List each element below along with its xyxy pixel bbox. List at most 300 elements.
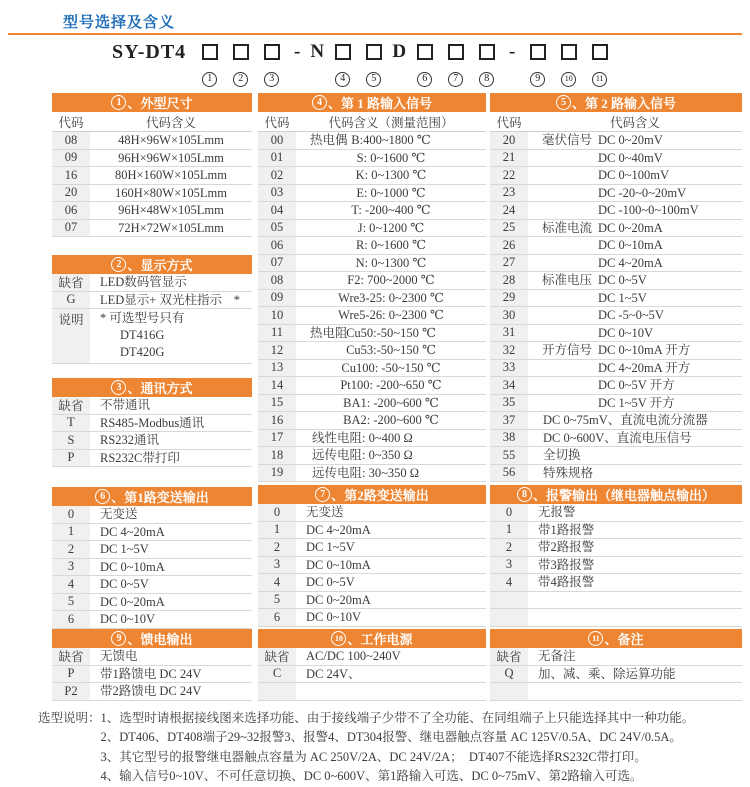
table-row xyxy=(258,132,486,150)
meaning-text: DC 0~5V xyxy=(306,575,355,590)
code-cell: 11 xyxy=(258,325,296,342)
table-row xyxy=(490,465,742,483)
table-row xyxy=(490,307,742,325)
code-cell: 19 xyxy=(258,465,296,482)
meaning-cell xyxy=(296,648,486,664)
code-cell: 4 xyxy=(490,574,528,591)
model-box-slot xyxy=(225,41,256,84)
meaning-text: LED显示+ 双光柱指示 xyxy=(100,292,222,307)
meaning-column-header: 代码含义 xyxy=(145,115,196,130)
meaning-text: 160H×80W×105Lmm xyxy=(114,185,227,200)
meaning-cell xyxy=(296,539,486,555)
meaning-cell xyxy=(296,430,486,446)
code-cell: 28 xyxy=(490,272,528,289)
table-row xyxy=(258,377,486,395)
table-row xyxy=(490,377,742,395)
code-column-header: 代码 xyxy=(496,115,522,130)
meaning-cell xyxy=(528,185,742,201)
table-row xyxy=(490,683,742,701)
meaning-cell xyxy=(528,360,742,376)
code-cell: 说明 xyxy=(52,309,90,363)
meaning-text: 96H×96W×105Lmm xyxy=(118,150,224,165)
meaning-cell xyxy=(528,150,742,166)
meaning-cell xyxy=(296,666,486,682)
meaning-cell xyxy=(296,132,486,148)
section-title: 、外型尺寸 xyxy=(127,96,193,111)
circled-number-1: 1 xyxy=(111,95,126,110)
table-row xyxy=(52,220,252,238)
circled-number-8: 8 xyxy=(479,72,494,87)
table-row xyxy=(52,167,252,185)
code-cell: 16 xyxy=(52,167,90,184)
table-row xyxy=(490,574,742,592)
meaning-text: DC 0~10mA 开方 xyxy=(598,343,691,358)
section-header xyxy=(258,93,486,112)
circled-number-9: 9 xyxy=(530,72,545,87)
code-cell: 08 xyxy=(258,272,296,289)
meaning-cell xyxy=(528,522,742,538)
code-cell: 02 xyxy=(258,167,296,184)
column-header-row xyxy=(52,112,252,132)
code-cell: 10 xyxy=(258,307,296,324)
meaning-text: 无馈电 xyxy=(100,649,138,664)
meaning-cell xyxy=(296,255,486,271)
meaning-text: RS485-Modbus通讯 xyxy=(100,415,205,430)
table-row xyxy=(490,522,742,540)
code-cell: 缺省 xyxy=(52,274,90,291)
meaning-cell xyxy=(90,506,252,522)
meaning-text: DC -5~0~5V xyxy=(598,308,664,323)
table-row xyxy=(258,150,486,168)
table-row xyxy=(490,648,742,666)
circled-number-9: 9 xyxy=(111,631,126,646)
meaning-text: LED数码管显示 xyxy=(100,275,187,290)
table-row xyxy=(490,430,742,448)
group-label: 标准电压 xyxy=(542,273,593,288)
meaning-cell xyxy=(90,397,252,413)
meaning-text: 带1路馈电 DC 24V xyxy=(100,666,202,681)
meaning-line: * 可选型号只有 xyxy=(100,311,185,325)
model-box-slot xyxy=(327,41,358,84)
selection-note-line: 3、其它型号的报警继电器触点容量为 AC 250V/2A、DC 24V/2A； DT407不能选择RS232C带打印。 xyxy=(100,749,647,764)
table-row xyxy=(490,592,742,610)
table-row xyxy=(52,594,252,612)
table-row xyxy=(52,524,252,542)
meaning-cell xyxy=(296,522,486,538)
model-box xyxy=(530,44,546,60)
code-cell: 21 xyxy=(490,150,528,167)
table-row xyxy=(490,255,742,273)
code-cell: 1 xyxy=(490,522,528,539)
meaning-cell xyxy=(90,415,252,431)
meaning-text: 线性电阻: 0~400 Ω xyxy=(312,430,413,445)
meaning-text: DC 0~600V、直流电压信号 xyxy=(543,430,692,445)
model-box-slot xyxy=(409,41,440,84)
table-row xyxy=(52,559,252,577)
meaning-text: DC 0~10mA xyxy=(598,238,663,253)
meaning-cell xyxy=(90,666,252,682)
meaning-text: RS232通讯 xyxy=(100,433,160,448)
meaning-cell xyxy=(296,574,486,590)
table-row xyxy=(490,609,742,627)
section-title: 、第1路变送输出 xyxy=(111,490,209,505)
meaning-cell xyxy=(90,309,252,363)
meaning-cell xyxy=(296,360,486,376)
section-transmit-output2 xyxy=(258,485,486,627)
model-box-slot xyxy=(522,41,553,84)
meaning-text: DC 0~20mV xyxy=(598,133,663,148)
circled-number-5: 5 xyxy=(366,72,381,87)
code-cell: 2 xyxy=(490,539,528,556)
table-row xyxy=(258,272,486,290)
circled-number-2: 2 xyxy=(111,257,126,272)
table-row xyxy=(258,290,486,308)
meaning-cell xyxy=(528,342,742,358)
code-cell: 37 xyxy=(490,412,528,429)
code-cell: 34 xyxy=(490,377,528,394)
meaning-text: DC 4~20mA xyxy=(100,524,165,539)
circled-number-1: 1 xyxy=(202,72,217,87)
code-cell: 30 xyxy=(490,307,528,324)
section-communication xyxy=(52,378,252,467)
table-row xyxy=(490,557,742,575)
model-char-slot xyxy=(287,41,307,84)
meaning-text: DC 0~20mA xyxy=(598,220,663,235)
code-cell: 17 xyxy=(258,430,296,447)
section-header xyxy=(52,378,252,397)
meaning-cell xyxy=(90,541,252,557)
section-title: 、第2路变送输出 xyxy=(331,488,429,503)
section-remarks xyxy=(490,629,742,701)
meaning-cell xyxy=(528,307,742,323)
section-header xyxy=(258,485,486,504)
section-dimensions xyxy=(52,93,252,237)
code-cell: 27 xyxy=(490,255,528,272)
code-cell: 6 xyxy=(52,611,90,628)
meaning-text: DC 0~20mA xyxy=(100,594,165,609)
code-cell: 缺省 xyxy=(258,648,296,665)
meaning-cell xyxy=(528,255,742,271)
code-cell: C xyxy=(258,666,296,683)
meaning-cell xyxy=(528,202,742,218)
meaning-text: DC 0~100mV xyxy=(598,168,670,183)
section-title: 、报警输出（继电器触点输出） xyxy=(532,488,715,503)
table-row xyxy=(490,202,742,220)
meaning-column-header: 代码含义（测量范围） xyxy=(328,115,454,130)
code-cell: 29 xyxy=(490,290,528,307)
meaning-text: 96H×48W×105Lmm xyxy=(118,203,224,218)
meaning-column-header: 代码含义 xyxy=(609,115,660,130)
meaning-text: DC 1~5V xyxy=(306,540,355,555)
code-cell: 20 xyxy=(52,185,90,202)
meaning-text: 带2路馈电 DC 24V xyxy=(100,684,202,699)
section-alarm-output xyxy=(490,485,742,627)
code-column-header: 代码 xyxy=(58,115,84,130)
group-label: 标准电流 xyxy=(542,220,593,235)
code-cell: 31 xyxy=(490,325,528,342)
code-cell: 4 xyxy=(52,576,90,593)
meaning-cell xyxy=(528,167,742,183)
code-cell: 18 xyxy=(258,447,296,464)
circled-number-6: 6 xyxy=(95,489,110,504)
circled-number-3: 3 xyxy=(264,72,279,87)
meaning-text: 80H×160W×105Lmm xyxy=(114,168,227,183)
code-cell: 05 xyxy=(258,220,296,237)
model-code-diagram xyxy=(112,41,615,84)
section-power-supply xyxy=(258,629,486,701)
model-char-slot xyxy=(307,41,327,84)
meaning-text: Wre5-26: 0~2300 ℃ xyxy=(338,308,444,323)
code-cell: 1 xyxy=(258,522,296,539)
meaning-cell xyxy=(296,307,486,323)
meaning-cell xyxy=(90,274,252,290)
table-row xyxy=(258,666,486,684)
code-cell: 35 xyxy=(490,395,528,412)
table-row xyxy=(52,683,252,701)
code-cell: 08 xyxy=(52,132,90,149)
table-row xyxy=(258,574,486,592)
meaning-cell xyxy=(296,395,486,411)
code-cell: 0 xyxy=(52,506,90,523)
model-box xyxy=(264,44,280,60)
code-cell: 3 xyxy=(52,559,90,576)
code-cell: 12 xyxy=(258,342,296,359)
meaning-text: 带1路报警 xyxy=(538,522,595,537)
meaning-text: Wre3-25: 0~2300 ℃ xyxy=(338,290,444,305)
meaning-cell xyxy=(90,450,252,466)
code-cell: 缺省 xyxy=(490,648,528,665)
table-row xyxy=(258,325,486,343)
meaning-cell xyxy=(296,220,486,236)
section-feed-output xyxy=(52,629,252,701)
meaning-cell xyxy=(528,539,742,555)
table-row xyxy=(258,557,486,575)
code-cell: 缺省 xyxy=(52,648,90,665)
model-box-slot xyxy=(440,41,471,84)
code-cell: 2 xyxy=(52,541,90,558)
meaning-cell xyxy=(90,559,252,575)
meaning-cell xyxy=(528,666,742,682)
table-row xyxy=(258,465,486,483)
code-cell: P xyxy=(52,450,90,467)
meaning-text: DC 1~5V 开方 xyxy=(598,395,675,410)
page-title: 型号选择及含义 xyxy=(63,15,176,31)
code-cell: 09 xyxy=(258,290,296,307)
table-row xyxy=(258,522,486,540)
meaning-cell xyxy=(296,150,486,166)
meaning-cell xyxy=(90,132,252,148)
code-cell: 13 xyxy=(258,360,296,377)
code-cell xyxy=(490,592,528,609)
meaning-text: DC 0~10V xyxy=(100,612,156,627)
table-row xyxy=(490,412,742,430)
meaning-text: DC -100~0~100mV xyxy=(598,203,699,218)
meaning-cell xyxy=(90,594,252,610)
model-box-slot xyxy=(256,41,287,84)
meaning-text: 加、减、乘、除运算功能 xyxy=(538,666,676,681)
model-box-slot xyxy=(358,41,389,84)
meaning-text: RS232C带打印 xyxy=(100,450,180,465)
meaning-text: DC 0~75mV、直流电流分流器 xyxy=(543,413,708,428)
meaning-text: BA1: -200~600 ℃ xyxy=(343,395,439,410)
meaning-cell xyxy=(296,325,486,341)
table-row xyxy=(490,237,742,255)
code-cell: 09 xyxy=(52,150,90,167)
section-header xyxy=(52,487,252,506)
table-row xyxy=(490,167,742,185)
column-header-row xyxy=(490,112,742,132)
meaning-text: DC 1~5V xyxy=(100,542,149,557)
meaning-text: F2: 700~2000 ℃ xyxy=(347,273,435,288)
section-title: 、通讯方式 xyxy=(127,381,193,396)
group-label: 热电偶 xyxy=(310,133,348,148)
meaning-text: R: 0~1600 ℃ xyxy=(355,238,427,253)
section-header xyxy=(258,629,486,648)
meaning-text: DC 24V、 xyxy=(306,666,361,681)
meaning-text: N: 0~1300 ℃ xyxy=(355,255,427,270)
circled-number-7: 7 xyxy=(448,72,463,87)
table-row xyxy=(490,395,742,413)
code-cell: 2 xyxy=(258,539,296,556)
table-row xyxy=(490,539,742,557)
meaning-text: DC 0~10mA xyxy=(100,559,165,574)
meaning-text: DC 0~10V xyxy=(598,325,654,340)
meaning-cell xyxy=(296,342,486,358)
code-cell: 5 xyxy=(258,592,296,609)
table-row xyxy=(258,648,486,666)
meaning-cell xyxy=(528,557,742,573)
model-box xyxy=(233,44,249,60)
meaning-cell xyxy=(528,377,742,393)
meaning-cell xyxy=(90,432,252,448)
table-row xyxy=(258,307,486,325)
section-title: 、备注 xyxy=(604,632,644,647)
table-row xyxy=(52,397,252,415)
code-cell: Q xyxy=(490,666,528,683)
table-row xyxy=(490,504,742,522)
meaning-cell xyxy=(528,574,742,590)
section-header xyxy=(490,93,742,112)
table-row xyxy=(52,541,252,559)
section-header xyxy=(490,485,742,504)
table-row xyxy=(258,592,486,610)
meaning-text: 无变送 xyxy=(100,507,138,522)
table-row xyxy=(258,430,486,448)
table-row xyxy=(52,506,252,524)
table-row xyxy=(490,132,742,150)
code-cell: 03 xyxy=(258,185,296,202)
code-cell: 04 xyxy=(258,202,296,219)
meaning-text: K: 0~1300 ℃ xyxy=(355,168,427,183)
circled-number-10: 10 xyxy=(561,72,576,87)
meaning-cell xyxy=(528,465,742,481)
model-box xyxy=(202,44,218,60)
section-display-mode xyxy=(52,255,252,364)
table-row xyxy=(52,292,252,310)
group-label: 热电阻 xyxy=(310,325,348,340)
table-row xyxy=(52,648,252,666)
selection-notes xyxy=(38,709,744,787)
model-box xyxy=(366,44,382,60)
meaning-cell xyxy=(296,202,486,218)
meaning-text: E: 0~1000 ℃ xyxy=(356,185,426,200)
circled-number-11: 11 xyxy=(592,72,607,87)
meaning-text: 不带通讯 xyxy=(100,398,151,413)
meaning-text: J: 0~1200 ℃ xyxy=(357,220,425,235)
table-row xyxy=(258,220,486,238)
section-transmit-output1 xyxy=(52,487,252,629)
meaning-cell xyxy=(296,447,486,463)
code-cell: 01 xyxy=(258,150,296,167)
code-cell: 1 xyxy=(52,524,90,541)
table-row xyxy=(52,150,252,168)
code-cell: G xyxy=(52,292,90,309)
meaning-cell xyxy=(296,272,486,288)
meaning-cell xyxy=(528,220,742,236)
table-row xyxy=(258,683,486,701)
meaning-cell xyxy=(528,237,742,253)
meaning-cell xyxy=(90,167,252,183)
table-row xyxy=(258,342,486,360)
section-title: 、馈电输出 xyxy=(127,632,193,647)
meaning-text: DC 4~20mA xyxy=(598,255,663,270)
model-char-slot xyxy=(389,41,409,84)
column-header-row xyxy=(258,112,486,132)
model-box xyxy=(417,44,433,60)
model-box xyxy=(561,44,577,60)
section-title: 、第 1 路输入信号 xyxy=(327,96,432,111)
meaning-cell xyxy=(90,648,252,664)
model-box xyxy=(448,44,464,60)
meaning-line: DT416G xyxy=(120,328,165,342)
table-row xyxy=(490,360,742,378)
model-box-slot xyxy=(584,41,615,84)
code-cell: 6 xyxy=(258,609,296,626)
table-row xyxy=(258,539,486,557)
meaning-cell xyxy=(90,202,252,218)
section-input2 xyxy=(490,93,742,482)
meaning-text: 带2路报警 xyxy=(538,540,595,555)
model-box xyxy=(335,44,351,60)
meaning-cell xyxy=(528,132,742,148)
table-row xyxy=(490,666,742,684)
table-row xyxy=(52,415,252,433)
meaning-text: DC 0~10V xyxy=(306,610,362,625)
meaning-cell xyxy=(90,683,252,699)
meaning-text: 无报警 xyxy=(538,505,576,520)
code-cell: 20 xyxy=(490,132,528,149)
table-row xyxy=(490,447,742,465)
meaning-text: DC 1~5V xyxy=(598,290,647,305)
code-cell: 3 xyxy=(258,557,296,574)
code-cell: 55 xyxy=(490,447,528,464)
selection-note-line: 2、DT406、DT408端子29~32报警3、报警4、DT304报警、继电器触点容量 AC 125V/0.5A、DC 24V/0.5A。 xyxy=(100,730,682,745)
meaning-cell xyxy=(296,465,486,481)
table-row xyxy=(490,290,742,308)
meaning-cell xyxy=(90,150,252,166)
meaning-cell xyxy=(296,290,486,306)
meaning-text: Pt100: -200~650 ℃ xyxy=(340,378,442,393)
code-column-header: 代码 xyxy=(264,115,290,130)
meaning-text: DC 0~10mA xyxy=(306,557,371,572)
code-cell: 16 xyxy=(258,412,296,429)
meaning-cell xyxy=(528,272,742,288)
code-cell: S xyxy=(52,432,90,449)
meaning-cell xyxy=(90,185,252,201)
circled-number-6: 6 xyxy=(417,72,432,87)
code-cell: 23 xyxy=(490,185,528,202)
table-row xyxy=(490,272,742,290)
